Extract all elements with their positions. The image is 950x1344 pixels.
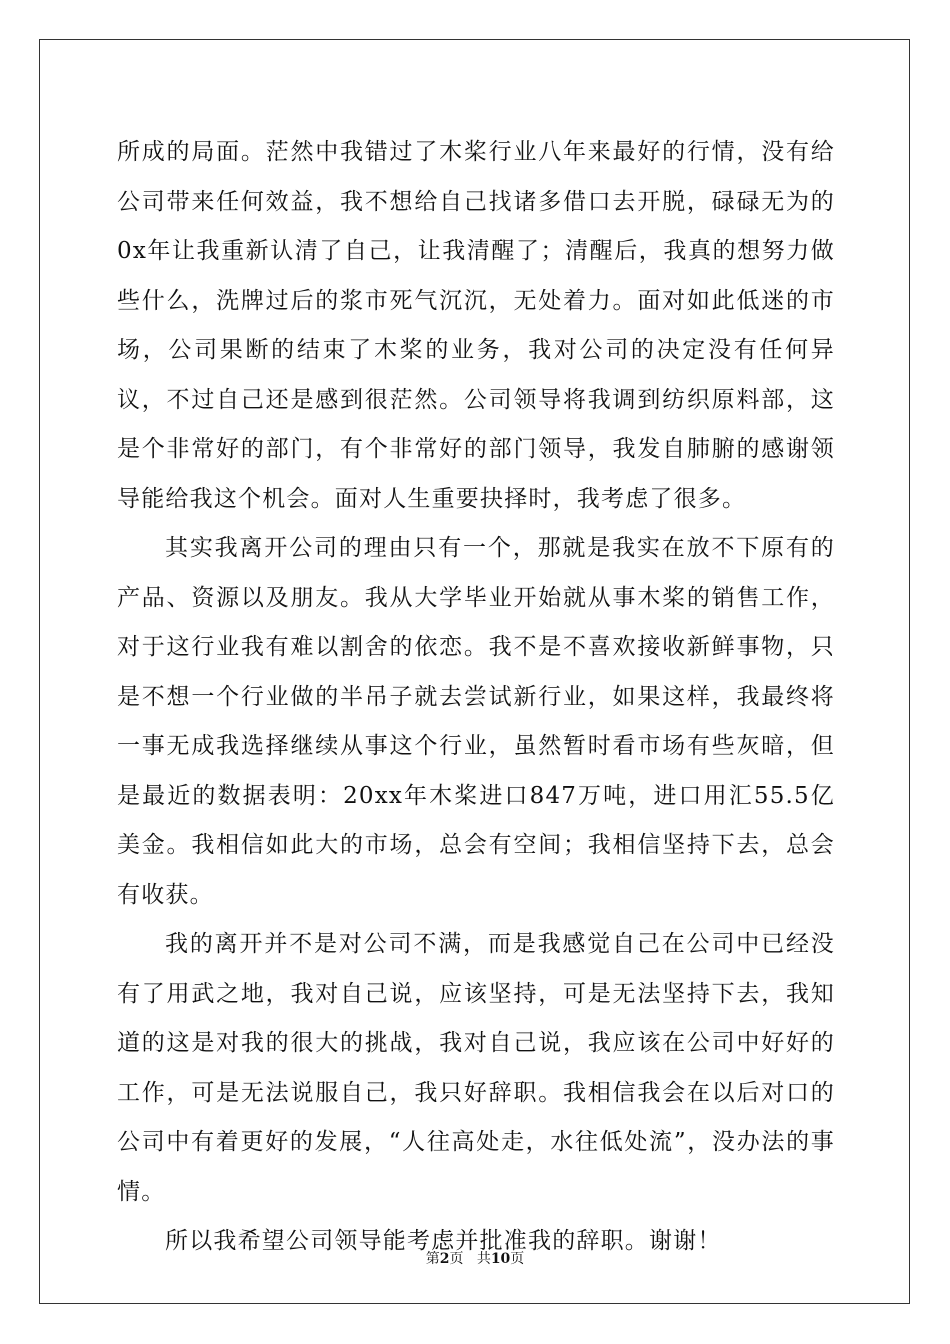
- total-prefix: 共: [476, 1251, 491, 1267]
- total-pages-number: 10: [490, 1251, 511, 1267]
- paragraph-1: 所成的局面。茫然中我错过了木桨行业八年来最好的行情，没有给公司带来任何效益，我不想给自己找诸多借口去开脱，碌碌无为的0x年让我重新认清了自己，让我清醒了；清醒后，我真的想努力做些什么，洗牌过后的浆市死气沉沉，无处着力。面对如此低迷的市场，公司果断的结束了木桨的业务，我对公司的决定没有任何异议，不过自己还是感到很茫然。公司领导将我调到纺织原料部，这是个非常好的部门，有个非常好的部门领导，我发自肺腑的感谢领导能给我这个机会。面对人生重要抉择时，我考虑了很多。: [117, 139, 835, 512]
- current-page-number: 2: [439, 1251, 450, 1267]
- page-prefix: 第: [425, 1251, 440, 1267]
- page-word: 页: [449, 1251, 464, 1267]
- document-body: [117, 128, 835, 1267]
- total-suffix: 页: [510, 1251, 525, 1267]
- paragraph-4: 所以我希望公司领导能考虑并批准我的辞职。谢谢！: [165, 1228, 722, 1254]
- page-number-footer: [0, 1248, 950, 1268]
- paragraph-3: 我的离开并不是对公司不满，而是我感觉自己在公司中已经没有了用武之地，我对自己说，应该坚持，可是无法坚持下去，我知道的这是对我的很大的挑战，我对自己说，我应该在公司中好好的工作，可是无法说服自己，我只好辞职。我相信我会在以后对口的公司中有着更好的发展，“人往高处走，水往低处流”，没办法的事情。: [117, 931, 835, 1205]
- paragraph-2: 其实我离开公司的理由只有一个，那就是我实在放不下原有的产品、资源以及朋友。我从大学毕业开始就从事木桨的销售工作，对于这行业我有难以割舍的依恋。我不是不喜欢接收新鲜事物，只是不想一个行业做的半吊子就去尝试新行业，如果这样，我最终将一事无成我选择继续从事这个行业，虽然暂时看市场有些灰暗，但是最近的数据表明：20xx年木桨进口847万吨，进口用汇55.5亿美金。我相信如此大的市场，总会有空间；我相信坚持下去，总会有收获。: [117, 535, 835, 908]
